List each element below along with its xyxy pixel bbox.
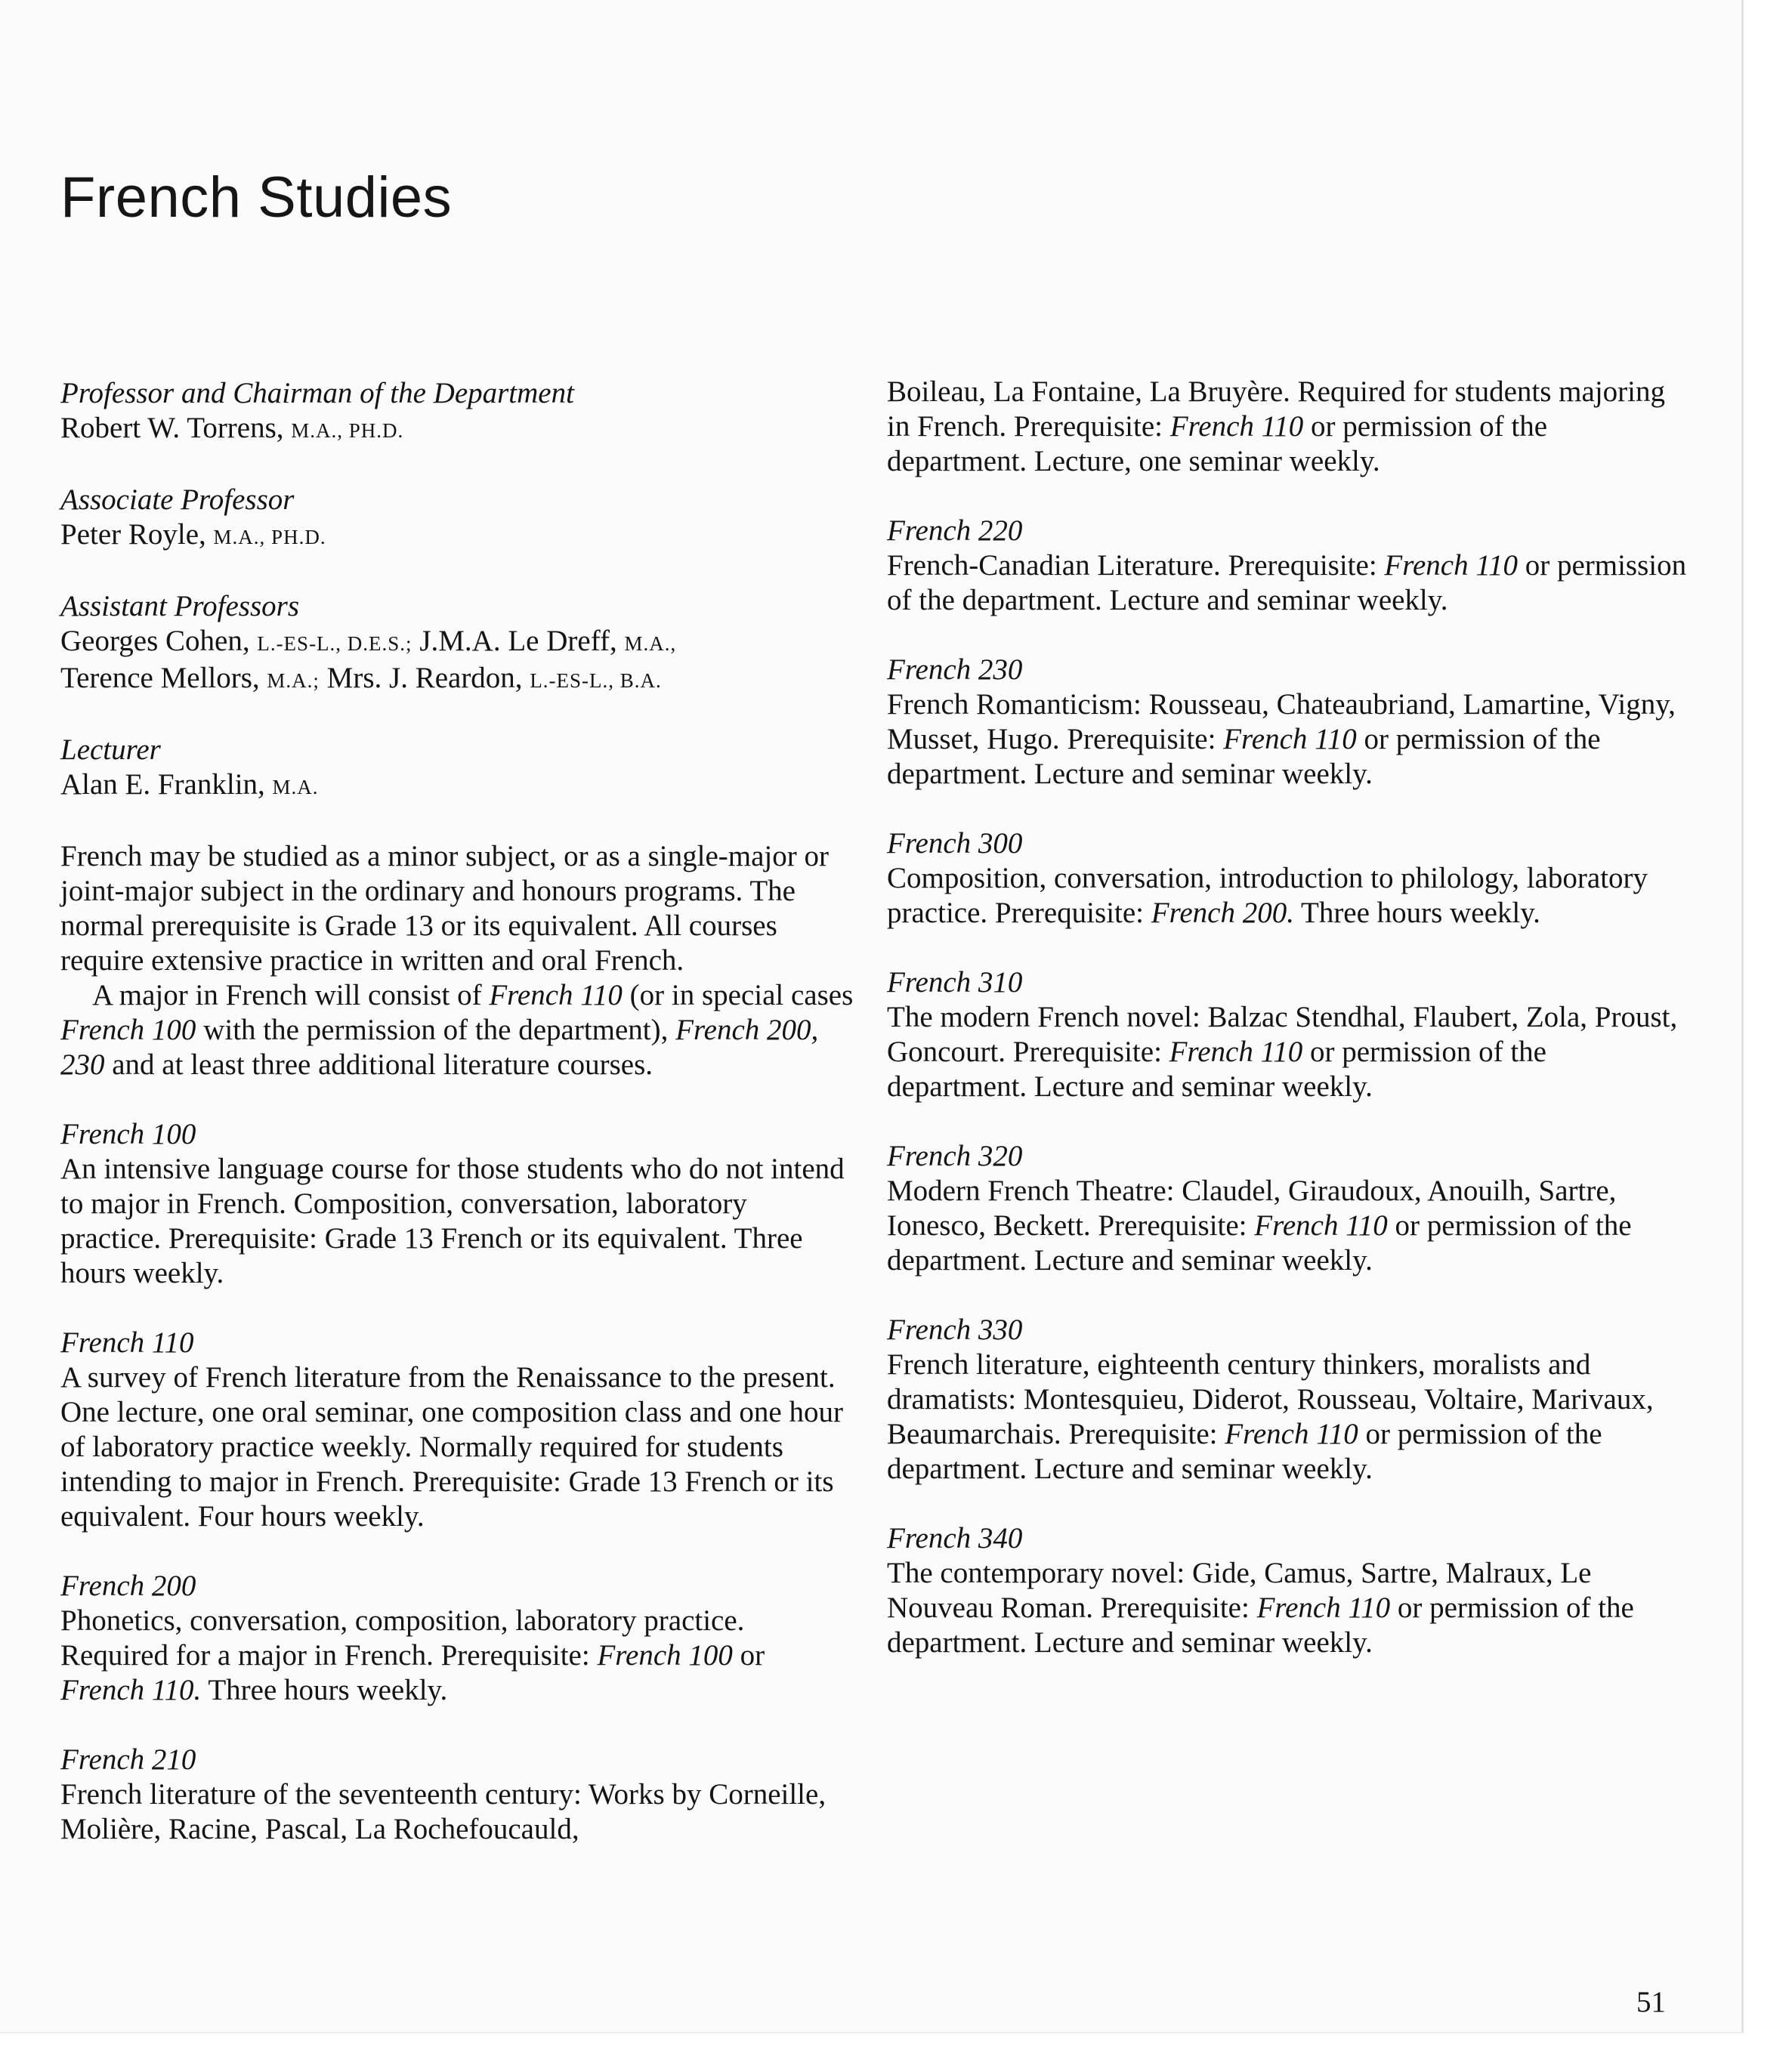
course-description <box>887 687 1688 792</box>
course-description <box>887 861 1688 931</box>
course-description <box>887 375 1688 479</box>
intro-text: and at least three additional literature courses. <box>112 1048 653 1081</box>
course-text: or <box>740 1639 765 1672</box>
faculty-chairman <box>60 376 854 448</box>
course-reference: French 110 <box>1223 723 1357 755</box>
faculty-degrees: M.A., PH.D. <box>291 419 404 442</box>
course-text: or permission of the department. Lecture and seminar weekly. <box>887 723 1601 790</box>
course-reference: French 110. <box>60 1674 202 1706</box>
intro-section <box>60 839 854 1082</box>
course-text: French-Canadian Literature. Prerequisite: <box>887 549 1377 582</box>
course-title: French 110 <box>60 1326 194 1359</box>
faculty-associate <box>60 483 854 554</box>
faculty-lecturer <box>60 733 854 804</box>
course-text: Phonetics, conversation, composition, laboratory practice. Required for a major in French. Prerequisite: <box>60 1604 745 1672</box>
course-reference: French 110 <box>1254 1209 1388 1242</box>
course-reference: French 100 <box>597 1639 733 1672</box>
course-description <box>887 548 1688 618</box>
course-reference: French 100 <box>60 1014 196 1046</box>
course-french-210 <box>60 1743 854 1847</box>
course-text: Three hours weekly. <box>1301 897 1540 929</box>
course-french-330 <box>887 1313 1688 1487</box>
course-description <box>887 1348 1688 1487</box>
course-text: French Romanticism: Rousseau, Chateaubriand, Lamartine, Vigny, Musset, Hugo. Prerequisite: <box>887 688 1676 755</box>
faculty-role: Lecturer <box>60 733 161 766</box>
faculty-degrees: M.A., <box>624 632 677 655</box>
intro-text: (or in special cases <box>629 979 854 1011</box>
course-title: French 310 <box>887 966 1023 999</box>
course-text: Three hours weekly. <box>208 1674 448 1706</box>
course-text: The contemporary novel: Gide, Camus, Sartre, Malraux, Le Nouveau Roman. Prerequisite: <box>887 1557 1592 1624</box>
course-text: or permission of the department. Lecture and seminar weekly. <box>887 1209 1632 1277</box>
intro-text: A major in French will consist of <box>92 979 482 1011</box>
left-column <box>60 376 854 1847</box>
course-text: Composition, conversation, introduction to philology, laboratory practice. Prerequisite: <box>887 862 1648 929</box>
course-french-200 <box>60 1569 854 1708</box>
faculty-degrees: M.A.; <box>267 669 320 692</box>
course-title: French 320 <box>887 1140 1023 1172</box>
faculty-role: Associate Professor <box>60 483 295 516</box>
course-french-210-continued <box>887 375 1688 479</box>
faculty-name: Georges Cohen, <box>60 625 250 657</box>
faculty-name: Peter Royle, <box>60 518 206 551</box>
course-french-230 <box>887 653 1688 792</box>
course-text: or permission of the department. Lecture and seminar weekly. <box>887 1036 1546 1103</box>
course-reference: French 110 <box>489 979 623 1011</box>
course-text: or permission of the department. Lecture and seminar weekly. <box>887 1592 1634 1659</box>
course-text: French literature, eighteenth century thinkers, moralists and dramatists: Montesquieu, Diderot, Rousseau, Voltaire, Marivaux, Beaumarchais. Prerequisite: <box>887 1348 1654 1450</box>
page-title: French Studies <box>60 165 453 230</box>
course-reference: French 200, 230 <box>60 1014 819 1081</box>
faculty-role: Assistant Professors <box>60 590 300 622</box>
course-description: French literature of the seventeenth century: Works by Corneille, Molière, Racine, Pascal, La Rochefoucauld, <box>60 1778 826 1845</box>
course-title: French 330 <box>887 1314 1023 1346</box>
course-reference: French 110 <box>1169 1036 1303 1068</box>
faculty-degrees: M.A., PH.D. <box>213 526 326 548</box>
course-title: French 230 <box>887 653 1023 686</box>
course-french-340 <box>887 1521 1688 1660</box>
intro-text: with the permission of the department), <box>203 1014 669 1046</box>
right-column <box>887 375 1688 1660</box>
faculty-degrees: M.A. <box>272 776 319 798</box>
course-title: French 220 <box>887 514 1023 547</box>
faculty-name: Robert W. Torrens, <box>60 412 284 444</box>
course-title: French 200 <box>60 1570 196 1602</box>
course-text: Modern French Theatre: Claudel, Giraudoux, Anouilh, Sartre, Ionesco, Beckett. Prerequisite: <box>887 1175 1617 1242</box>
intro-paragraph: French may be studied as a minor subject, or as a single-major or joint-major subject in the ordinary and honours programs. The normal prerequisite is Grade 13 or its equivalent. All courses require extensive practice in written and oral French. <box>60 840 829 977</box>
faculty-degrees: L.-ES-L., B.A. <box>530 669 662 692</box>
course-text: or permission of the department. Lecture and seminar weekly. <box>887 1418 1602 1485</box>
faculty-name: Mrs. J. Reardon, <box>326 662 523 694</box>
faculty-member <box>60 767 854 804</box>
intro-paragraph-major <box>60 978 854 1082</box>
course-french-100 <box>60 1117 854 1291</box>
faculty-name: Alan E. Franklin, <box>60 768 265 801</box>
course-description <box>887 1556 1688 1660</box>
course-reference: French 200. <box>1151 897 1294 929</box>
course-title: French 100 <box>60 1118 196 1150</box>
faculty-members <box>60 624 854 698</box>
page-number: 51 <box>1636 1986 1666 2018</box>
course-french-110 <box>60 1326 854 1534</box>
faculty-role: Professor and Chairman of the Department <box>60 377 574 409</box>
course-description: An intensive language course for those students who do not intend to major in French. Composition, conversation, laboratory practice. Prerequisite: Grade 13 French or its equivalent. Three hours weekly. <box>60 1153 845 1289</box>
course-french-300 <box>887 826 1688 931</box>
course-reference: French 110 <box>1225 1418 1358 1450</box>
course-description <box>60 1604 854 1708</box>
faculty-member <box>60 517 854 554</box>
course-french-310 <box>887 965 1688 1104</box>
course-reference: French 110 <box>1169 410 1304 443</box>
course-title: French 210 <box>60 1743 196 1776</box>
faculty-member <box>60 411 854 448</box>
course-french-320 <box>887 1139 1688 1278</box>
course-text: or permission of the department. Lecture, one seminar weekly. <box>887 410 1548 477</box>
course-description: A survey of French literature from the Renaissance to the present. One lecture, one oral seminar, one composition class and one hour of laboratory practice weekly. Normally required for students intending to major in French. Prerequisite: Grade 13 French or its equivalent. Four hours weekly. <box>60 1361 843 1533</box>
course-text: Boileau, La Fontaine, La Bruyère. Required for students majoring in French. Prerequisite: <box>887 375 1665 443</box>
faculty-name: J.M.A. Le Dreff, <box>419 625 617 657</box>
course-reference: French 110 <box>1384 549 1518 582</box>
course-title: French 300 <box>887 827 1023 860</box>
faculty-degrees: L.-ES-L., D.E.S.; <box>257 632 412 655</box>
course-french-220 <box>887 514 1688 618</box>
course-text: or permission of the department. Lecture and seminar weekly. <box>887 549 1687 616</box>
faculty-name: Terence Mellors, <box>60 662 260 694</box>
course-title: French 340 <box>887 1522 1023 1555</box>
faculty-assistants <box>60 589 854 698</box>
course-description <box>887 1174 1688 1278</box>
course-reference: French 110 <box>1256 1592 1391 1624</box>
course-text: The modern French novel: Balzac Stendhal, Flaubert, Zola, Proust, Goncourt. Prerequisite: <box>887 1001 1678 1068</box>
course-description <box>887 1000 1688 1104</box>
